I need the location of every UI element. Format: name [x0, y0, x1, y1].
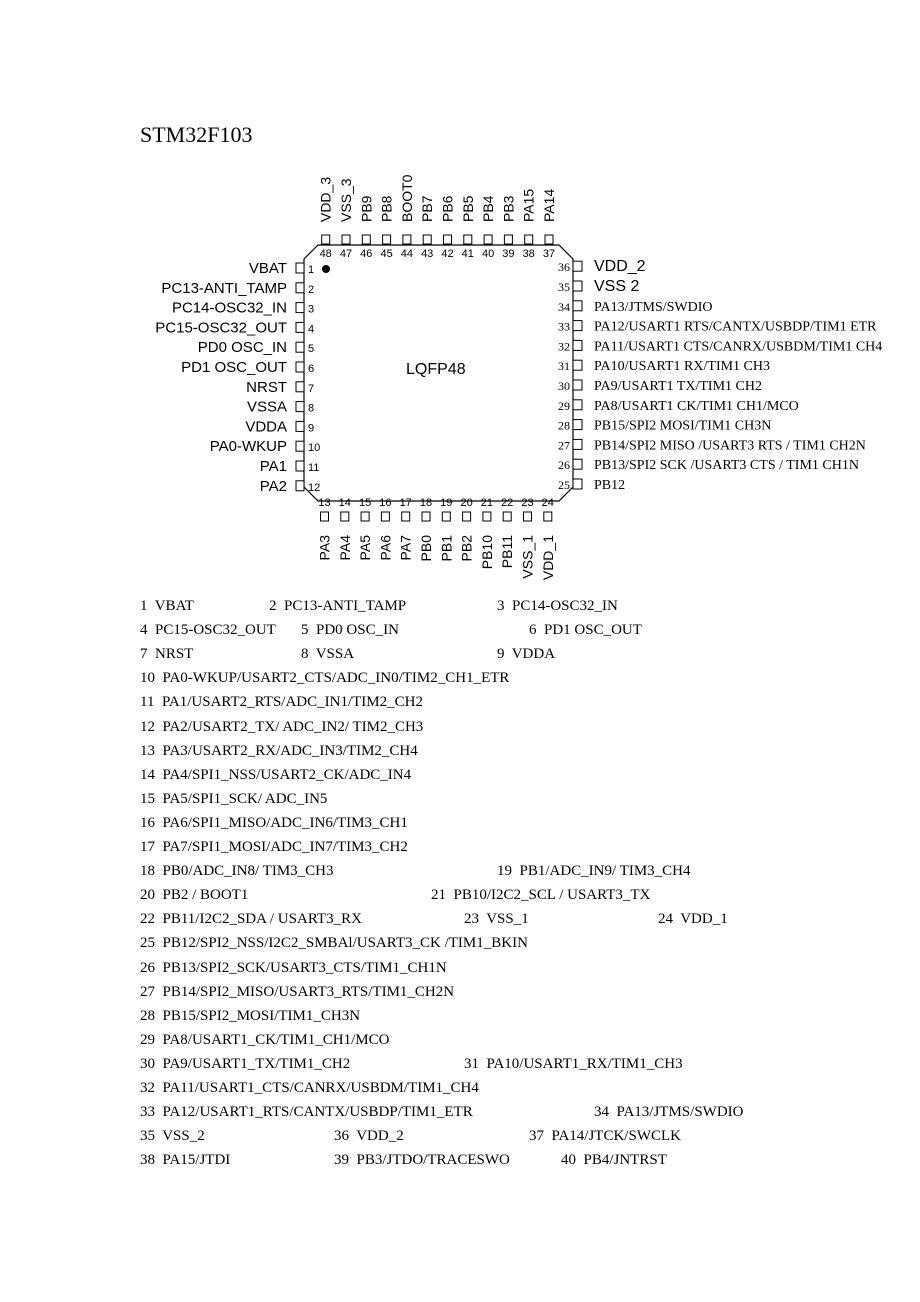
pin-number: 24	[541, 497, 554, 509]
pin-label: PB10	[478, 535, 495, 570]
pin-number: 25	[558, 478, 570, 492]
pin-pad	[342, 235, 350, 244]
pin-number: 3	[308, 303, 315, 316]
pin-number: 10	[308, 442, 321, 455]
pin-label: PB6	[439, 195, 456, 222]
pin-pad	[296, 322, 304, 332]
pin-pad	[544, 512, 552, 521]
pin-number: 7	[308, 382, 315, 395]
document-title: STM32F103	[140, 122, 253, 147]
pin-number: 31	[558, 359, 570, 374]
pin-description: 6 PD1 OSC_OUT	[529, 622, 642, 639]
pin-description: 23 VSS_1	[464, 911, 529, 928]
pin-pad	[341, 512, 349, 521]
pin-label: PA1	[259, 458, 287, 475]
pin-number: 13	[318, 497, 331, 509]
pin-label: VSS 2	[594, 278, 640, 295]
pin-description: 15 PA5/SPI1_SCK/ ADC_IN5	[140, 790, 328, 807]
pin-pad	[573, 340, 582, 350]
pin-number: 35	[558, 280, 570, 294]
package-label: LQFP48	[406, 361, 466, 378]
pin-number: 19	[440, 497, 453, 509]
pin-description: 16 PA6/SPI1_MISO/ADC_IN6/TIM3_CH1	[140, 814, 408, 831]
pin-description: 35 VSS_2	[140, 1128, 205, 1145]
pin-number: 6	[308, 363, 315, 375]
pin-pad	[402, 512, 410, 521]
pin-number: 23	[521, 497, 534, 509]
pin-pad	[545, 235, 553, 244]
pin-label: PA7	[397, 535, 414, 561]
pin-number: 47	[339, 248, 353, 260]
pin-label: PA3	[316, 535, 333, 561]
pin-number: 14	[338, 497, 351, 509]
pin-description: 20 PB2 / BOOT1	[140, 887, 249, 904]
pin-pad	[381, 512, 389, 521]
pin-layer	[155, 174, 882, 580]
pin-label: PC15-OSC32_OUT	[155, 319, 287, 337]
pin-description: 33 PA12/USART1_RTS/CANTX/USBDP/TIM1_ETR	[140, 1104, 473, 1121]
pin-description: 2 PC13-ANTI_TAMP	[269, 598, 407, 614]
pin-pad	[296, 421, 304, 431]
pin-label: VSSA	[246, 398, 287, 416]
pin-label: PC13-ANTI_TAMP	[161, 279, 287, 297]
pin-label: PB14/SPI2 MISO /USART3 RTS / TIM1 CH2N	[594, 438, 866, 454]
pin-label: PB15/SPI2 MOSI/TIM1 CH3N	[594, 418, 772, 434]
pin-description: 39 PB3/JTDO/TRACESWO	[334, 1152, 510, 1169]
pin-number: 34	[558, 299, 570, 314]
pin-number: 9	[308, 422, 315, 435]
pin-number: 44	[400, 248, 414, 260]
pin-pad	[321, 512, 329, 521]
pin-label: PA10/USART1 RX/TIM1 CH3	[594, 359, 771, 375]
pin-description: 19 PB1/ADC_IN9/ TIM3_CH4	[497, 863, 691, 880]
pin-number: 16	[379, 497, 392, 509]
pin-number: 43	[421, 248, 434, 260]
pin-description: 21 PB10/I2C2_SCL / USART3_TX	[431, 887, 651, 904]
pin-description: 9 VDDA	[497, 646, 556, 663]
pin-description: 1 VBAT	[140, 598, 194, 614]
pin-number: 32	[558, 339, 570, 354]
pin-number: 41	[461, 248, 474, 260]
pin-pad	[403, 235, 411, 244]
pin-number: 40	[481, 248, 495, 260]
pin-label: PA14	[541, 188, 557, 222]
pin-label: PC14-OSC32_IN	[171, 299, 287, 317]
pin-number: 27	[558, 438, 570, 453]
pin-label: PB7	[419, 195, 436, 222]
pin-label: PA0-WKUP	[209, 438, 287, 456]
pin-label: VSS_3	[338, 178, 354, 222]
pin-description: 5 PD0 OSC_IN	[301, 622, 399, 639]
pin-description: 37 PA14/JTCK/SWCLK	[529, 1128, 681, 1145]
pin-pad	[484, 235, 492, 244]
pin-description: 32 PA11/USART1_CTS/CANRX/USBDM/TIM1_CH4	[140, 1080, 479, 1096]
pin-number: 12	[308, 481, 321, 494]
pin-description: 26 PB13/SPI2_SCK/USART3_CTS/TIM1_CH1N	[140, 959, 447, 976]
pin-pad	[573, 400, 582, 410]
pin-pad	[573, 321, 582, 331]
pin-description: 36 VDD_2	[334, 1128, 404, 1145]
pin-pad	[322, 235, 330, 244]
pin-pad	[442, 512, 450, 521]
pin-label: VDD_2	[594, 258, 646, 276]
pin-description: 34 PA13/JTMS/SWDIO	[594, 1104, 744, 1121]
pin-number: 15	[358, 497, 372, 509]
pin-label: VBAT	[248, 260, 287, 277]
lqfp48-pinout-diagram	[0, 0, 920, 600]
pin-label: PB13/SPI2 SCK /USART3 CTS / TIM1 CH1N	[594, 458, 859, 474]
pin-description: 31 PA10/USART1_RX/TIM1_CH3	[464, 1055, 683, 1072]
pin-description: 30 PA9/USART1_TX/TIM1_CH2	[140, 1055, 351, 1072]
pin-pad	[296, 283, 304, 293]
pin-description: 22 PB11/I2C2_SDA / USART3_RX	[140, 911, 362, 928]
pin-description: 28 PB15/SPI2_MOSI/TIM1_CH3N	[140, 1007, 361, 1024]
pin-number: 21	[480, 497, 494, 509]
pin-label: PA11/USART1 CTS/CANRX/USBDM/TIM1 CH4	[594, 339, 883, 355]
pin-pad	[296, 303, 304, 313]
pin-number: 30	[558, 379, 570, 393]
pin1-marker	[322, 265, 330, 273]
pin-pad	[464, 235, 472, 244]
pin-pad	[525, 235, 533, 244]
pin-number: 17	[399, 497, 412, 509]
pin-label: NRST	[246, 378, 287, 396]
pin-number: 45	[380, 248, 393, 260]
pin-number: 42	[441, 248, 454, 260]
pin-label: BOOT0	[398, 174, 415, 222]
pin-description: 25 PB12/SPI2_NSS/I2C2_SMBAl/USART3_CK /TIM1_BKIN	[140, 935, 528, 952]
pin-number: 8	[308, 402, 315, 415]
pin-pad	[423, 235, 431, 244]
pin-number: 38	[522, 248, 535, 260]
pin-number: 36	[558, 260, 570, 275]
pin-label: PA9/USART1 TX/TIM1 CH2	[594, 379, 762, 394]
pin-number: 33	[558, 319, 570, 334]
pin-description: 17 PA7/SPI1_MOSI/ADC_IN7/TIM3_CH2	[140, 839, 408, 855]
pin-pad	[483, 512, 491, 521]
pin-number: 28	[558, 418, 570, 433]
pin-label: PA13/JTMS/SWDIO	[594, 299, 713, 315]
pin-pad	[296, 362, 304, 372]
pin-pad	[361, 512, 369, 521]
pin-label: PD0 OSC_IN	[197, 339, 287, 357]
pin-label: PB2	[458, 535, 475, 562]
pin-number: 48	[319, 248, 332, 260]
pin-label: PA6	[377, 535, 394, 561]
pin-pad	[504, 235, 512, 244]
pin-pad	[573, 360, 582, 370]
pin-pad	[296, 461, 304, 471]
pin-pad	[573, 459, 582, 469]
pin-label: PB0	[418, 535, 434, 562]
pin-description: 27 PB14/SPI2_MISO/USART3_RTS/TIM1_CH2N	[140, 983, 455, 1000]
pin-description: 10 PA0-WKUP/USART2_CTS/ADC_IN0/TIM2_CH1_ETR	[140, 670, 510, 687]
pin-pad	[296, 441, 304, 451]
pin-description: 12 PA2/USART2_TX/ ADC_IN2/ TIM2_CH3	[140, 718, 424, 735]
pin-label: PB12	[594, 478, 626, 493]
pin-label: PA5	[357, 535, 374, 561]
pin-description: 3 PC14-OSC32_IN	[497, 598, 618, 614]
pin-pad	[573, 261, 582, 271]
pin-label: VDD_3	[317, 176, 334, 222]
pin-pad	[383, 235, 391, 244]
pin-description: 40 PB4/JNTRST	[561, 1152, 667, 1169]
pin-number: 1	[308, 264, 315, 276]
pin-pad	[573, 439, 582, 449]
pin-description: 4 PC15-OSC32_OUT	[140, 622, 276, 639]
pin-pad	[296, 263, 304, 273]
pin-pad	[503, 512, 511, 521]
pin-pad	[573, 420, 582, 430]
pin-description: 13 PA3/USART2_RX/ADC_IN3/TIM2_CH4	[140, 742, 418, 759]
pin-label: PB9	[358, 195, 375, 222]
pin-label: PA2	[259, 477, 287, 495]
pin-pad	[524, 512, 532, 521]
pin-description: 11 PA1/USART2_RTS/ADC_IN1/TIM2_CH2	[140, 694, 423, 711]
pin-label: PB11	[499, 535, 516, 569]
pin-number: 39	[502, 248, 515, 260]
pin-pad	[296, 481, 304, 491]
pin-label: PB5	[459, 195, 476, 222]
pin-number: 29	[558, 398, 570, 413]
pin-label: VSS_1	[519, 535, 536, 579]
pin-label: PB4	[480, 195, 497, 222]
pin-pad	[296, 402, 304, 412]
pin-description: 18 PB0/ADC_IN8/ TIM3_CH3	[140, 863, 334, 880]
pin-pad	[573, 380, 582, 390]
pin-pad	[573, 301, 582, 311]
pin-number: 26	[558, 458, 570, 473]
pin-label: PB8	[378, 195, 395, 222]
pin-number: 37	[542, 248, 556, 260]
pin-number: 20	[460, 497, 473, 509]
pin-number: 18	[419, 497, 433, 509]
pin-description: 7 NRST	[140, 646, 194, 663]
pin-pad	[573, 281, 582, 291]
pin-pad	[444, 235, 452, 244]
pin-description: 29 PA8/USART1_CK/TIM1_CH1/MCO	[140, 1031, 390, 1048]
pin-pad	[296, 382, 304, 392]
pin-label: PB3	[500, 195, 517, 222]
pin-description: 24 VDD_1	[658, 911, 728, 928]
pin-number: 5	[308, 343, 315, 356]
pin-pad	[422, 512, 430, 521]
pin-pad	[573, 479, 582, 489]
pin-label: PA12/USART1 RTS/CANTX/USBDP/TIM1 ETR	[594, 319, 877, 335]
pin-pad	[296, 342, 304, 352]
pin-label: PA8/USART1 CK/TIM1 CH1/MCO	[594, 398, 799, 414]
pin-number: 11	[308, 462, 320, 474]
pin-label: PA4	[336, 535, 353, 561]
pin-description: 14 PA4/SPI1_NSS/USART2_CK/ADC_IN4	[140, 766, 412, 783]
pin-pad	[463, 512, 471, 521]
pin-pad	[362, 235, 370, 244]
pin-description: 8 VSSA	[301, 646, 355, 663]
pin-number: 4	[308, 323, 315, 336]
pin-number: 46	[360, 248, 373, 260]
pin-description: 38 PA15/JTDI	[140, 1152, 231, 1169]
pin-label: PB1	[438, 535, 455, 562]
pin-label: PD1 OSC_OUT	[181, 359, 287, 376]
pin-label: VDD_1	[539, 535, 556, 581]
pin-label: VDDA	[245, 418, 287, 436]
pin-number: 22	[501, 497, 514, 509]
pin-label: PA15	[520, 188, 537, 222]
pin-number: 2	[308, 283, 315, 296]
